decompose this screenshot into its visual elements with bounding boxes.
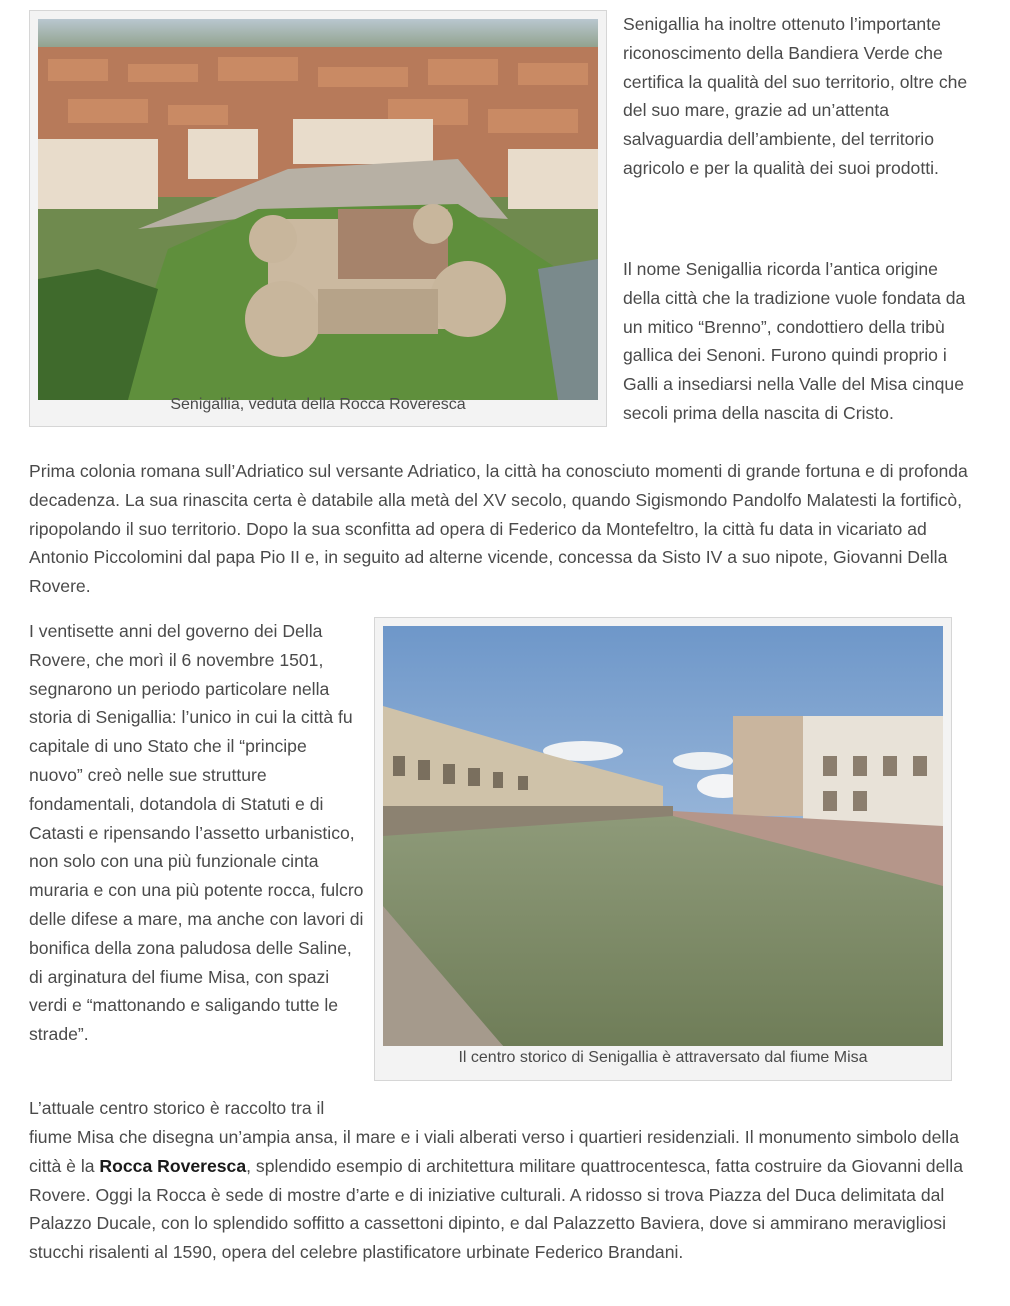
paragraph-text: fiume Misa che disegna un’ampia ansa, il mare e i viali alberati verso i quartieri residenziali. Il monumento simbolo della città è la xyxy=(29,1127,959,1176)
paragraph-bandiera-verde: Senigallia ha inoltre ottenuto l’importante riconoscimento della Bandiera Verde che certifica la qualità del suo territorio, oltre che del suo mare, grazie ad un’attenta salvaguardia dell’ambiente, del territorio agricolo e per la qualità dei suoi prodotti. xyxy=(623,14,968,178)
rocca-roveresca-bold: Rocca Roveresca xyxy=(99,1155,247,1176)
paragraph-centro-storico xyxy=(29,1123,974,1267)
paragraph-della-rovere: I ventisette anni del governo dei Della Rovere, che morì il 6 novembre 1501, segnarono un periodo particolare nella storia di Senigallia: l’unico in cui la città fu capitale di uno Stato che il “principe nuovo” creò nelle sue strutture fondamentali, dotandola di Statuti e di Catasti e ripensando l’assetto urbanistico, non solo con una più funzionale cinta muraria e con una più potente rocca, fulcro delle difese a mare, ma anche con lavori di bonifica della zona paludosa delle Saline, di arginatura del fiume Misa, con spazi verdi e “mattonando e saligando tutte le strade”. xyxy=(29,621,364,1045)
figure-caption: Il centro storico di Senigallia è attraversato dal fiume Misa xyxy=(458,1049,868,1066)
figure-rocca-roveresca xyxy=(29,10,607,427)
paragraph-origine-nome: Il nome Senigallia ricorda l’antica origine della città che la tradizione vuole fondata da un mitico “Brenno”, condottiero della tribù gallica dei Senoni. Furono quindi proprio i Galli a insediarsi nella Valle del Misa cinque secoli prima della nascita di Cristo. xyxy=(623,259,966,423)
figure-caption: Senigallia, veduta della Rocca Roveresca xyxy=(170,396,466,413)
paragraph-colonia-romana: Prima colonia romana sull’Adriatico sul versante Adriatico, la città ha conosciuto momenti di grande fortuna e di profonda decadenza. La sua rinascita certa è databile alla metà del XV secolo, quando Sigismondo Pandolfo Malatesti la fortificò, ripopolando il suo territorio. Dopo la sua sconfitta ad opera di Federico da Montefeltro, la città fu data in vicariato ad Antonio Piccolomini dal papa Pio II e, in seguito ad alterne vicende, concessa da Sisto IV a suo nipote, Giovanni Della Rovere. xyxy=(29,461,968,597)
paragraph-centro-storico-line1: L’attuale centro storico è raccolto tra il xyxy=(29,1098,325,1118)
aerial-fortress-photo xyxy=(38,19,598,400)
river-canal-photo xyxy=(383,626,943,1046)
figure-fiume-misa xyxy=(374,617,952,1081)
paragraph-text: , splendido esempio di architettura militare quattrocentesca, fatta costruire da Giovanni della Rovere. Oggi la Rocca è sede di mostre d’arte e di iniziative culturali. A ridosso si trova Piazza del Duca delimitata dal Palazzo Ducale, con lo splendido soffitto a cassettoni dipinto, e dal Palazzetto Baviera, dove si ammirano meravigliosi stucchi risalenti al 1590, opera del celebre plastificatore urbinate Federico Brandani. xyxy=(29,1155,963,1263)
